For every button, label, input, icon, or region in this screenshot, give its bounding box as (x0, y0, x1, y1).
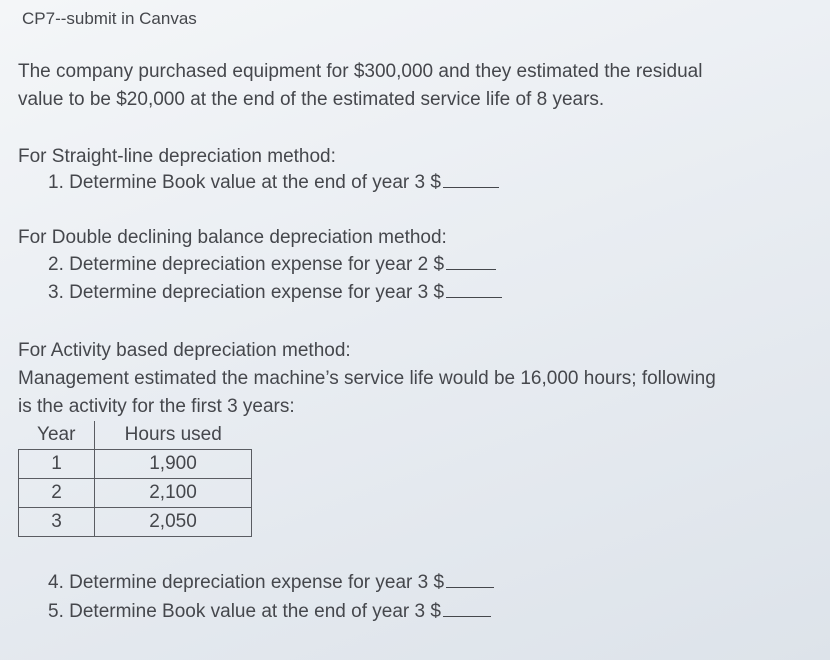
table-cell-year: 1 (19, 450, 95, 479)
table-row (19, 479, 252, 508)
activity-line-2: is the activity for the first 3 years: (18, 396, 295, 417)
intro-line-1: The company purchased equipment for $300,000 and they estimated the residual (18, 61, 703, 82)
answer-blank-4[interactable] (446, 569, 494, 588)
page-title: CP7--submit in Canvas (22, 9, 197, 28)
answer-blank-3[interactable] (446, 279, 502, 298)
table-header-row (19, 421, 252, 450)
table-row (19, 450, 252, 479)
answer-blank-5[interactable] (443, 598, 491, 617)
question-4 (48, 569, 494, 596)
intro-paragraph (18, 58, 808, 114)
question-2-text: 2. Determine depreciation expense for year 2 $ (48, 254, 445, 275)
column-header-year: Year (19, 421, 95, 450)
question-2 (48, 251, 496, 278)
table-row (19, 508, 252, 537)
question-4-text: 4. Determine depreciation expense for year 3 $ (48, 572, 445, 593)
straight-line-heading: For Straight-line depreciation method: (18, 146, 336, 167)
table-cell-year: 3 (19, 508, 95, 537)
intro-line-2: value to be $20,000 at the end of the estimated service life of 8 years. (18, 89, 605, 110)
double-declining-heading: For Double declining balance depreciation method: (18, 227, 447, 248)
question-1 (48, 169, 499, 196)
answer-blank-2[interactable] (446, 251, 496, 270)
activity-heading: For Activity based depreciation method: (18, 340, 351, 361)
table-cell-hours: 2,100 (95, 479, 252, 508)
question-3 (48, 279, 502, 306)
question-1-text: 1. Determine Book value at the end of year 3 $ (48, 172, 441, 193)
table-cell-hours: 1,900 (95, 450, 252, 479)
question-3-text: 3. Determine depreciation expense for year 3 $ (48, 282, 445, 303)
answer-blank-1[interactable] (443, 169, 499, 188)
table-cell-year: 2 (19, 479, 95, 508)
question-5 (48, 598, 491, 625)
activity-line-1: Management estimated the machine’s service life would be 16,000 hours; following (18, 368, 716, 389)
hours-used-table (18, 421, 252, 537)
column-header-hours-used: Hours used (95, 421, 252, 450)
table-cell-hours: 2,050 (95, 508, 252, 537)
question-5-text: 5. Determine Book value at the end of year 3 $ (48, 601, 441, 622)
